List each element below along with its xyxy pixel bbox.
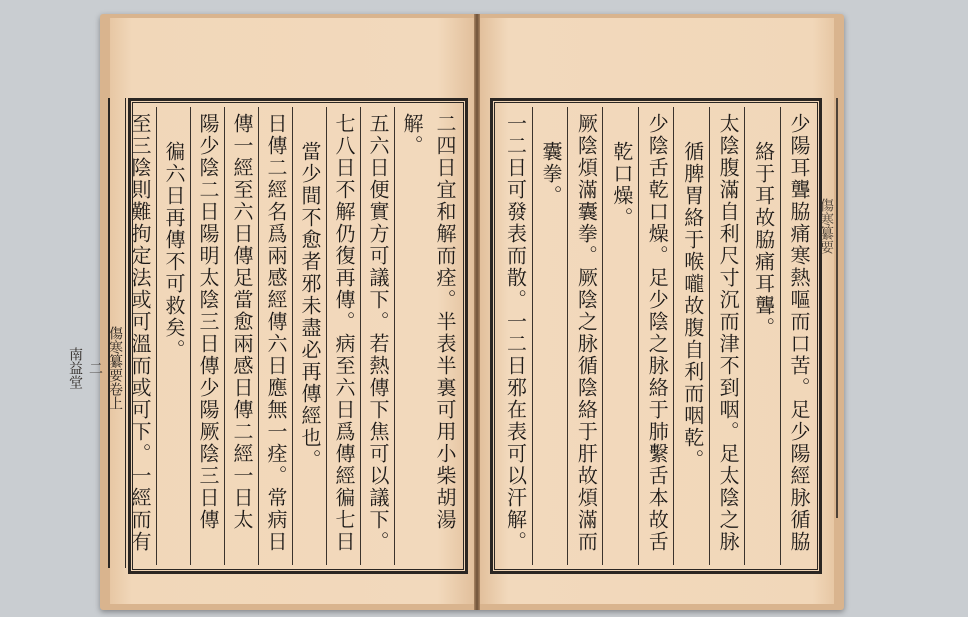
text-column: 陽少陰二日陽明太陰三日傳少陽厥陰三日傳 xyxy=(190,107,224,565)
text-column: 循脾胃絡于喉嚨故腹自利而咽乾。 xyxy=(673,107,708,565)
right-text-frame xyxy=(490,98,822,574)
text-column: 二四日宜和解而痊。半表半裏可用小柴胡湯解。 xyxy=(394,107,461,565)
left-text-columns xyxy=(128,107,461,565)
text-column: 徧六日再傳不可救矣。 xyxy=(156,107,190,565)
text-column: 七八日不解仍復再傳。病至六日爲傳經徧七日 xyxy=(326,107,360,565)
spine-page-number: 二 xyxy=(87,361,103,375)
right-page-spine: 傷寒纂要 xyxy=(820,98,838,518)
right-page xyxy=(480,18,834,604)
text-column: 五六日便實方可議下。若熱傳下焦可以議下。 xyxy=(360,107,394,565)
book xyxy=(67,14,844,610)
text-column: 厥陰煩滿囊拳。厥陰之脉循陰絡于肝故煩滿而 xyxy=(567,107,602,565)
left-page xyxy=(67,18,474,604)
text-column: 至三陰則難拘定法或可溫而或可下。一經而有 xyxy=(128,113,152,553)
text-column: 當少間不愈者邪未盡必再傳經也。 xyxy=(292,107,326,565)
text-column: 傳一經至六日傳足當愈兩感日傳二經一日太 xyxy=(224,107,258,565)
left-text-frame xyxy=(128,98,468,574)
text-column: 太陰腹滿自利尺寸沉而津不到咽。足太陰之脉 xyxy=(709,107,744,565)
text-column: 日傳二經名爲兩感經傳六日應無一痊。常病日 xyxy=(258,107,292,565)
text-column: 乾口燥。 xyxy=(602,107,637,565)
spine-title: 傷寒纂要卷上 xyxy=(107,326,123,410)
text-column: 少陰舌乾口燥。足少陰之脉絡于肺繫舌本故舌 xyxy=(638,107,673,565)
text-column: 少陽耳聾脇痛寒熱嘔而口苦。足少陽經脉循脇 xyxy=(780,107,815,565)
text-column: 一二日可發表而散。一二日邪在表可以汗解。 xyxy=(503,113,528,553)
spine-publisher: 南益堂 xyxy=(67,347,83,389)
text-column: 囊拳。 xyxy=(532,107,567,565)
right-text-columns xyxy=(497,107,815,565)
text-column: 絡于耳故脇痛耳聾。 xyxy=(744,107,779,565)
